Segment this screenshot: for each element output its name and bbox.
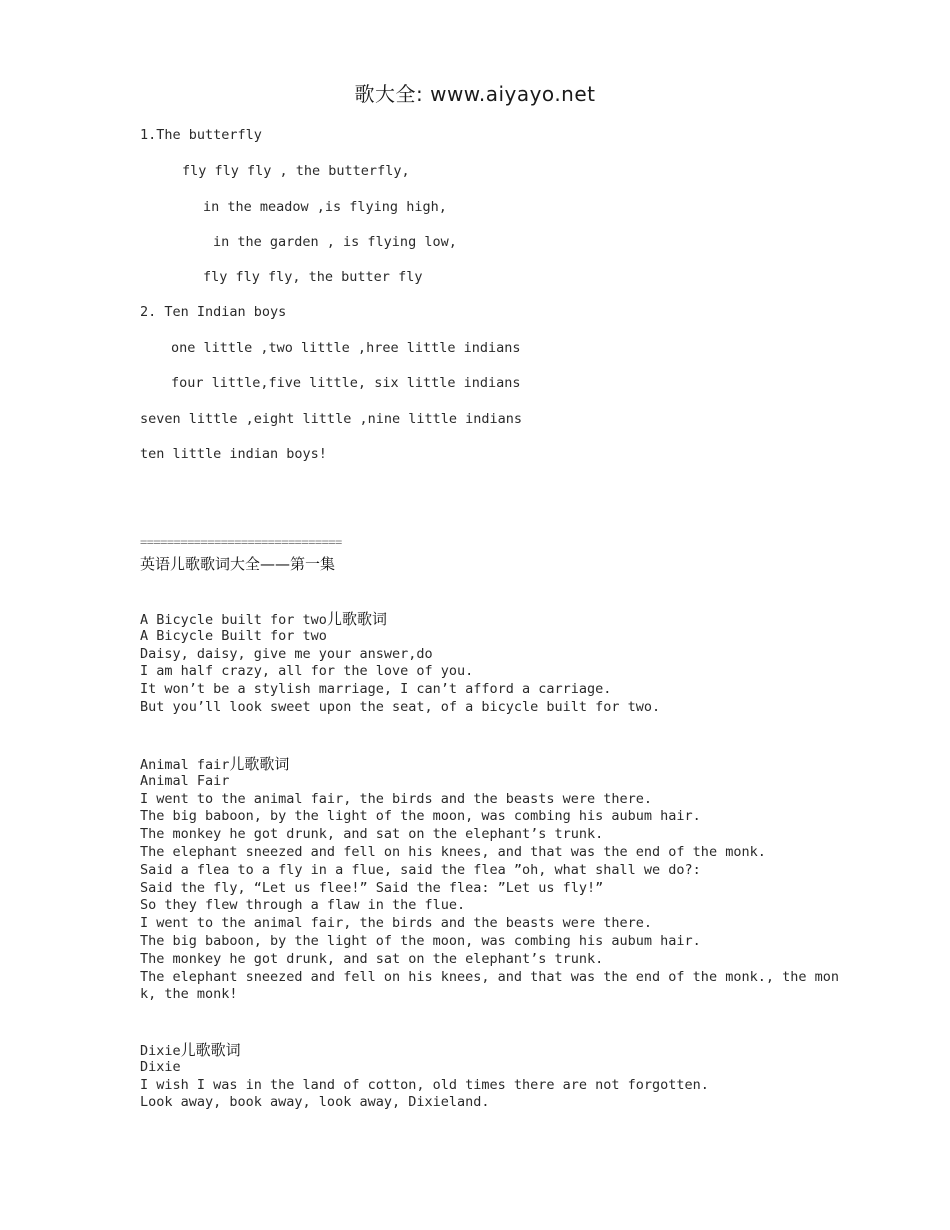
song-line: The monkey he got drunk, and sat on the elephant’s trunk.: [140, 826, 604, 843]
song-line: Dixie: [140, 1058, 181, 1075]
song-line: Look away, book away, look away, Dixieland.: [140, 1094, 490, 1111]
song-title-cn: 儿歌歌词: [326, 610, 387, 628]
song-line: I am half crazy, all for the love of you.: [140, 663, 474, 680]
poem2-line: ten little indian boys!: [140, 446, 327, 462]
song-line: The monkey he got drunk, and sat on the elephant’s trunk.: [140, 950, 604, 967]
song-line: The big baboon, by the light of the moon, was combing his aubum hair.: [140, 808, 701, 825]
poem1-line: in the meadow ,is flying high,: [203, 199, 447, 215]
song-line: I wish I was in the land of cotton, old times there are not forgotten.: [140, 1076, 709, 1093]
song-line: A Bicycle Built for two: [140, 627, 327, 644]
poem2-line: one little ,two little ,hree little indians: [171, 340, 521, 356]
poem2-line: seven little ,eight little ,nine little indians: [140, 411, 523, 427]
song-line: Said the fly, “Let us flee!” Said the flea: ”Let us fly!”: [140, 879, 604, 896]
song-line: It won’t be a stylish marriage, I can’t afford a carriage.: [140, 681, 612, 698]
song-line: So they flew through a flaw in the flue.: [140, 897, 466, 914]
song-block: [140, 1041, 709, 1112]
song-block: [140, 755, 839, 1004]
song-line: The elephant sneezed and fell on his knees, and that was the end of the monk., the mon: [140, 968, 839, 985]
song-line: The big baboon, by the light of the moon, was combing his aubum hair.: [140, 932, 701, 949]
song-line: k, the monk!: [140, 986, 238, 1003]
song-line: The elephant sneezed and fell on his knees, and that was the end of the monk.: [140, 843, 766, 860]
song-title: [140, 1041, 709, 1059]
song-line: Animal Fair: [140, 772, 230, 789]
song-line: Daisy, daisy, give me your answer,do: [140, 645, 433, 662]
song-title-en: Dixie: [140, 1043, 181, 1059]
separator-line: ==============================: [140, 535, 342, 549]
song-title-cn: 儿歌歌词: [229, 755, 290, 773]
collection-title: 英语儿歌歌词大全——第一集: [140, 555, 336, 573]
song-title-en: Animal fair: [140, 757, 230, 773]
song-line: But you’ll look sweet upon the seat, of a bicycle built for two.: [140, 698, 661, 715]
poem2-heading: 2. Ten Indian boys: [140, 304, 287, 320]
poem1-line: fly fly fly, the butter fly: [203, 269, 423, 285]
song-line: I went to the animal fair, the birds and the beasts were there.: [140, 790, 653, 807]
song-title-cn: 儿歌歌词: [180, 1041, 241, 1059]
poem1-line: fly fly fly , the butterfly,: [182, 163, 410, 179]
page-title: 歌大全: www.aiyayo.net: [354, 82, 596, 106]
poem2-line: four little,five little, six little indians: [171, 375, 521, 391]
poem1-line: in the garden , is flying low,: [213, 234, 457, 250]
song-title: [140, 610, 660, 628]
song-title-en: A Bicycle built for two: [140, 612, 327, 628]
song-line: Said a flea to a fly in a flue, said the flea ”oh, what shall we do?:: [140, 861, 701, 878]
song-title: [140, 755, 839, 773]
song-block: [140, 610, 660, 717]
poem1-heading: 1.The butterfly: [140, 127, 262, 143]
song-line: I went to the animal fair, the birds and the beasts were there.: [140, 915, 653, 932]
